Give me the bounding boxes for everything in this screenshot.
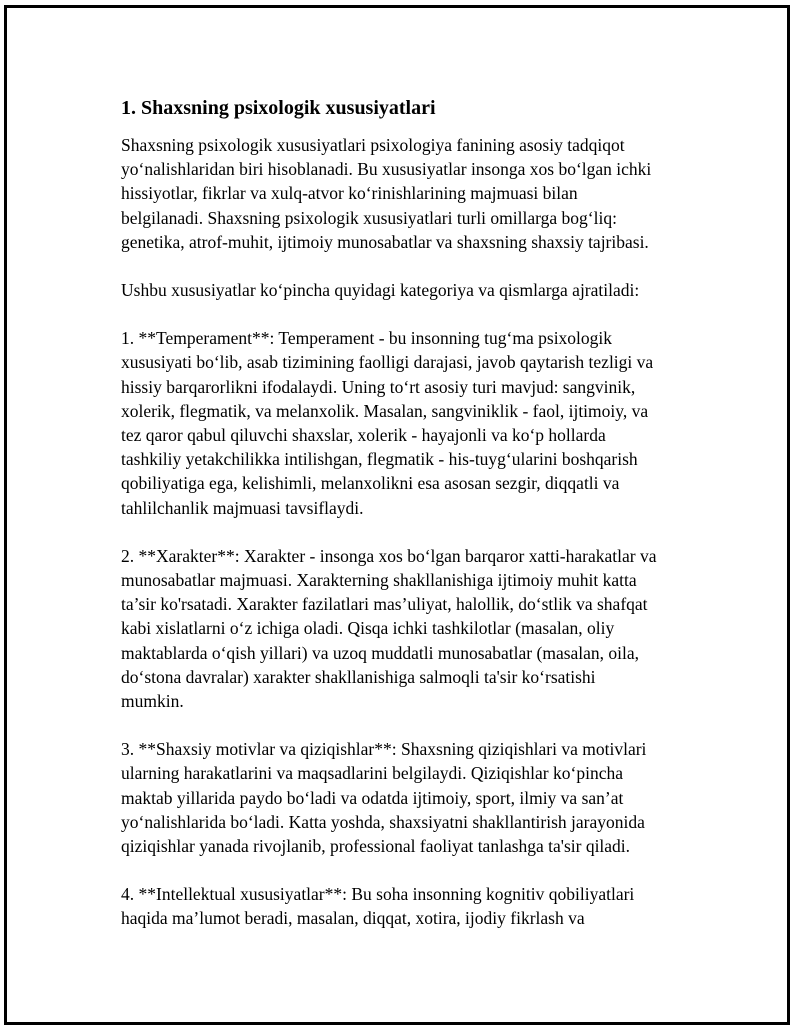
text-line: maktablarda o‘qish yillari) va uzoq muddatli munosabatlar (masalan, oila, — [121, 642, 640, 663]
text-line: 2. **Xarakter**: Xarakter - insonga xos bo‘lgan barqaror xatti-harakatlar va — [121, 545, 657, 566]
text-line: Ushbu xususiyatlar ko‘pincha quyidagi kategoriya va qismlarga ajratiladi: — [121, 280, 640, 301]
text-line: haqida ma’lumot beradi, masalan, diqqat, xotira, ijodiy fikrlash va — [121, 908, 585, 929]
text-line: xolerik, flegmatik, va melanxolik. Masalan, sangviniklik - faol, ijtimoiy, va — [121, 400, 649, 421]
text-line: yo‘nalishlaridan biri hisoblanadi. Bu xususiyatlar insonga xos bo‘lgan ichki — [121, 159, 652, 180]
text-line: tahlilchanlik majmuasi tavsiflaydi. — [121, 497, 364, 518]
text-line: 3. **Shaxsiy motivlar va qiziqishlar**: Shaxsning qiziqishlari va motivlari — [121, 739, 647, 760]
text-line: yo‘nalishlarida bo‘ladi. Katta yoshda, shaxsiyatni shakllantirish jarayonida — [121, 811, 645, 832]
text-line: qiziqishlar yanada rivojlanib, professional faoliyat tanlashga ta'sir qiladi. — [121, 836, 631, 857]
text-line: genetika, atrof-muhit, ijtimoiy munosabatlar va shaxsning shaxsiy tajribasi. — [121, 231, 649, 252]
text-line: tez qaror qabul qiluvchi shaxslar, xolerik - hayajonli va ko‘p hollarda — [121, 425, 606, 446]
text-line: 1. **Temperament**: Temperament - bu insonning tug‘ma psixologik — [121, 328, 613, 349]
text-line: hissiyotlar, fikrlar va xulq-atvor ko‘rinishlarining majmuasi bilan — [121, 183, 578, 204]
paragraph — [121, 737, 711, 858]
text-line: do‘stona davralar) xarakter shakllanishiga salmoqli ta'sir ko‘rsatishi — [121, 666, 596, 687]
paragraph — [121, 326, 711, 520]
paragraph — [121, 133, 711, 254]
paragraph — [121, 882, 711, 930]
text-line: hissiy barqarorlikni ifodalaydi. Uning to‘rt asosiy turi mavjud: sangvinik, — [121, 376, 636, 397]
paragraph — [121, 544, 711, 713]
text-line: munosabatlar majmuasi. Xarakterning shakllanishiga ijtimoiy muhit katta — [121, 570, 637, 591]
text-line: Shaxsning psixologik xususiyatlari psixologiya fanining asosiy tadqiqot — [121, 135, 625, 155]
text-line: xususiyati bo‘lib, asab tizimining faolligi darajasi, javob qaytarish tezligi va — [121, 352, 654, 373]
text-line: ta’sir ko'rsatadi. Xarakter fazilatlari mas’uliyat, halollik, do‘stlik va shafqat — [121, 594, 648, 615]
document-content — [121, 95, 711, 955]
paragraph — [121, 278, 711, 302]
text-line: tashkiliy yetakchilikka intilishgan, flegmatik - his-tuyg‘ularini boshqarish — [121, 449, 638, 470]
text-line: 4. **Intellektual xususiyatlar**: Bu soha insonning kognitiv qobiliyatlari — [121, 884, 635, 905]
text-line: qobiliyatiga ega, kelishimli, melanxolikni esa asosan sezgir, diqqatli va — [121, 473, 620, 494]
paragraph-list — [121, 133, 711, 931]
text-line: kabi xislatlarni o‘z ichiga oladi. Qisqa ichki tashkilotlar (masalan, oliy — [121, 618, 615, 639]
document-page — [4, 5, 790, 1025]
text-line: maktab yillarida paydo bo‘ladi va odatda ijtimoiy, sport, ilmiy va san’at — [121, 787, 624, 808]
text-line: mumkin. — [121, 691, 184, 712]
section-heading: 1. Shaxsning psixologik xususiyatlari — [121, 97, 436, 119]
text-line: belgilanadi. Shaxsning psixologik xususiyatlari turli omillarga bog‘liq: — [121, 207, 617, 228]
text-line: ularning harakatlarini va maqsadlarini belgilaydi. Qiziqishlar ko‘pincha — [121, 763, 623, 784]
